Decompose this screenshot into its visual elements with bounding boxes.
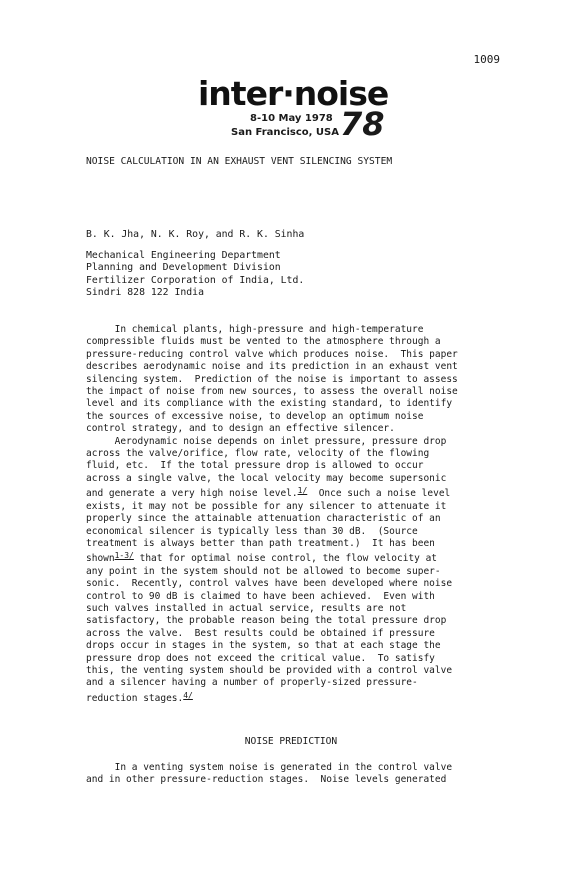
body-line-text: that for optimal noise control, the flow velocity at [133, 553, 438, 565]
body-line: across the valve/orifice, flow rate, velocity of the flowing [86, 448, 430, 460]
body-line: drops occur in stages in the system, so that at each stage the [86, 640, 441, 652]
logo-place: San Francisco, USA [231, 127, 339, 138]
author-list: B. K. Jha, N. K. Roy, and R. K. Sinha [86, 229, 305, 240]
affiliation [86, 250, 304, 300]
body-line: such valves installed in actual service, results are not [86, 602, 407, 614]
body-line-text: Once such a noise level [307, 488, 451, 500]
logo-year: 78 [340, 105, 385, 143]
body-line-text: and generate a very high noise level. [86, 488, 298, 500]
body-line: level and its compliance with the existing standard, to identify [86, 398, 453, 410]
body-line: satisfactory, the probable reason being the total pressure drop [86, 615, 447, 627]
conference-logo [198, 74, 389, 146]
body-line: control strategy, and to design an effective silencer. [86, 423, 395, 435]
body-line: pressure-reducing control valve which produces noise. This paper [86, 348, 458, 360]
body-line: treatment is always better than path treatment.) It has been [86, 537, 435, 549]
affiliation-line: Planning and Development Division [86, 262, 281, 274]
reference-marker: 4/ [183, 690, 193, 700]
affiliation-line: Sindri 828 122 India [86, 287, 204, 299]
body-line: exists, it may not be possible for any silencer to attenuate it [86, 500, 447, 512]
body-line: properly since the attainable attenuation characteristic of an [86, 513, 441, 525]
body-line-with-ref [86, 485, 496, 500]
reference-marker: 1/ [297, 486, 308, 496]
body-line-text: reduction stages. [86, 692, 184, 704]
body-line: and in other pressure-reduction stages. Noise levels generated [86, 774, 447, 786]
body-line: describes aerodynamic noise and its prediction in an exhaust vent [86, 361, 458, 373]
body-line: silencing system. Prediction of the noise is important to assess [86, 373, 458, 385]
body-paragraphs [86, 324, 496, 705]
body-line: sonic. Recently, control valves have been developed where noise [86, 578, 453, 590]
affiliation-line: Fertilizer Corporation of India, Ltd. [86, 274, 305, 286]
section-body [86, 762, 496, 787]
body-line: this, the venting system should be provided with a control valve [86, 664, 453, 676]
body-line: In a venting system noise is generated in the control valve [86, 762, 453, 773]
section-heading: NOISE PREDICTION [244, 736, 338, 747]
body-line: compressible fluids must be vented to the atmosphere through a [86, 336, 441, 348]
body-line-text: shown [86, 553, 115, 565]
body-line-with-ref [86, 550, 496, 565]
affiliation-line: Mechanical Engineering Department [86, 250, 281, 261]
body-line-with-ref [86, 690, 496, 705]
logo-wordmark: inter·noise [198, 74, 389, 113]
body-line: control to 90 dB is claimed to have been achieved. Even with [86, 590, 435, 602]
body-line: and a silencer having a number of properly-sized pressure- [86, 677, 418, 689]
body-line: In chemical plants, high-pressure and high-temperature [86, 324, 424, 335]
logo-date: 8-10 May 1978 [250, 113, 333, 124]
body-line: pressure drop does not exceed the critical value. To satisfy [86, 652, 435, 664]
body-line: fluid, etc. If the total pressure drop is allowed to occur [86, 460, 424, 472]
body-line: any point in the system should not be allowed to become super- [86, 565, 441, 577]
body-line: the impact of noise from new sources, to assess the overall noise [86, 386, 458, 398]
page-number: 1009 [473, 53, 500, 66]
body-line: across a single valve, the local velocity may become supersonic [86, 472, 447, 484]
body-line: Aerodynamic noise depends on inlet pressure, pressure drop [86, 435, 447, 447]
reference-marker: 1-3/ [114, 551, 134, 561]
body-line: the sources of excessive noise, to develop an optimum noise [86, 410, 424, 422]
body-line: across the valve. Best results could be obtained if pressure [86, 627, 435, 639]
paper-title: NOISE CALCULATION IN AN EXHAUST VENT SILENCING SYSTEM [86, 156, 393, 167]
body-line: economical silencer is typically less than 30 dB. (Source [86, 525, 418, 537]
